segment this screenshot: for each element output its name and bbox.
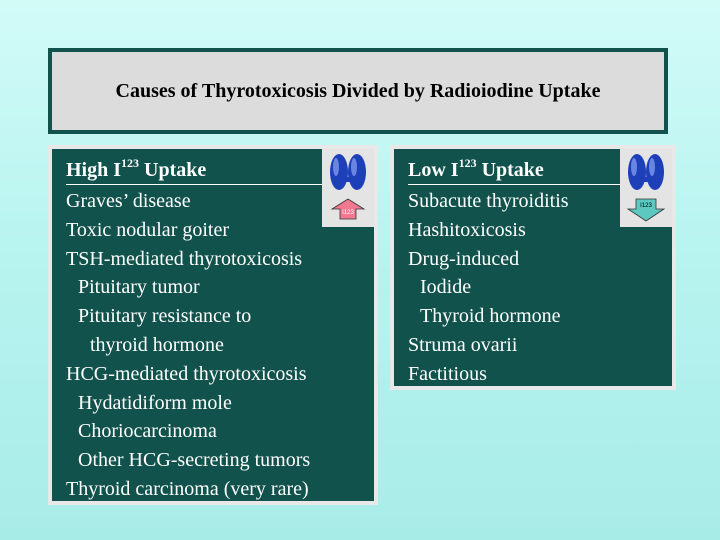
- list-item: Iodide: [420, 276, 472, 299]
- list-item: Hydatidiform mole: [78, 391, 232, 414]
- list-item: thyroid hormone: [90, 333, 224, 356]
- high-header-sup: 123: [121, 156, 140, 170]
- list-item: Subacute thyroiditis: [408, 190, 569, 212]
- low-uptake-panel: [390, 145, 676, 390]
- list-item: Pituitary resistance to: [78, 305, 252, 328]
- list-item: HCG-mediated thyrotoxicosis: [66, 362, 307, 385]
- list-item: Factitious: [408, 362, 487, 385]
- low-header-prefix: Low I: [408, 159, 459, 181]
- high-header-suffix: Uptake: [139, 159, 207, 181]
- list-item: Hashitoxicosis: [408, 218, 526, 241]
- high-icon-label: I123: [342, 210, 354, 216]
- list-item: Choriocarcinoma: [78, 420, 217, 443]
- list-item: TSH-mediated thyrotoxicosis: [66, 247, 303, 270]
- list-item: Drug-induced: [408, 247, 520, 270]
- list-item: Other HCG-secreting tumors: [78, 449, 311, 472]
- low-header-suffix: Uptake: [476, 159, 544, 181]
- list-item: Pituitary tumor: [78, 276, 200, 299]
- list-item: Struma ovarii: [408, 333, 518, 356]
- slide-title: Causes of Thyrotoxicosis Divided by Radioiodine Uptake: [115, 79, 601, 102]
- title-box: [48, 48, 668, 134]
- high-uptake-panel: [48, 145, 378, 505]
- high-uptake-header: [66, 157, 324, 185]
- list-item: Thyroid carcinoma (very rare): [66, 477, 309, 500]
- list-item: Thyroid hormone: [420, 305, 561, 328]
- thyroid-uptake-up-icon: [322, 149, 374, 227]
- thyroid-uptake-down-icon: [620, 149, 672, 227]
- low-header-sup: 123: [458, 156, 477, 170]
- list-item: Toxic nodular goiter: [66, 218, 229, 241]
- high-header-prefix: High I: [66, 159, 122, 181]
- low-uptake-header: [408, 157, 622, 185]
- low-uptake-list: [408, 187, 569, 389]
- low-icon-label: I123: [640, 203, 652, 209]
- high-uptake-list: [66, 187, 310, 504]
- list-item: Graves’ disease: [66, 190, 191, 212]
